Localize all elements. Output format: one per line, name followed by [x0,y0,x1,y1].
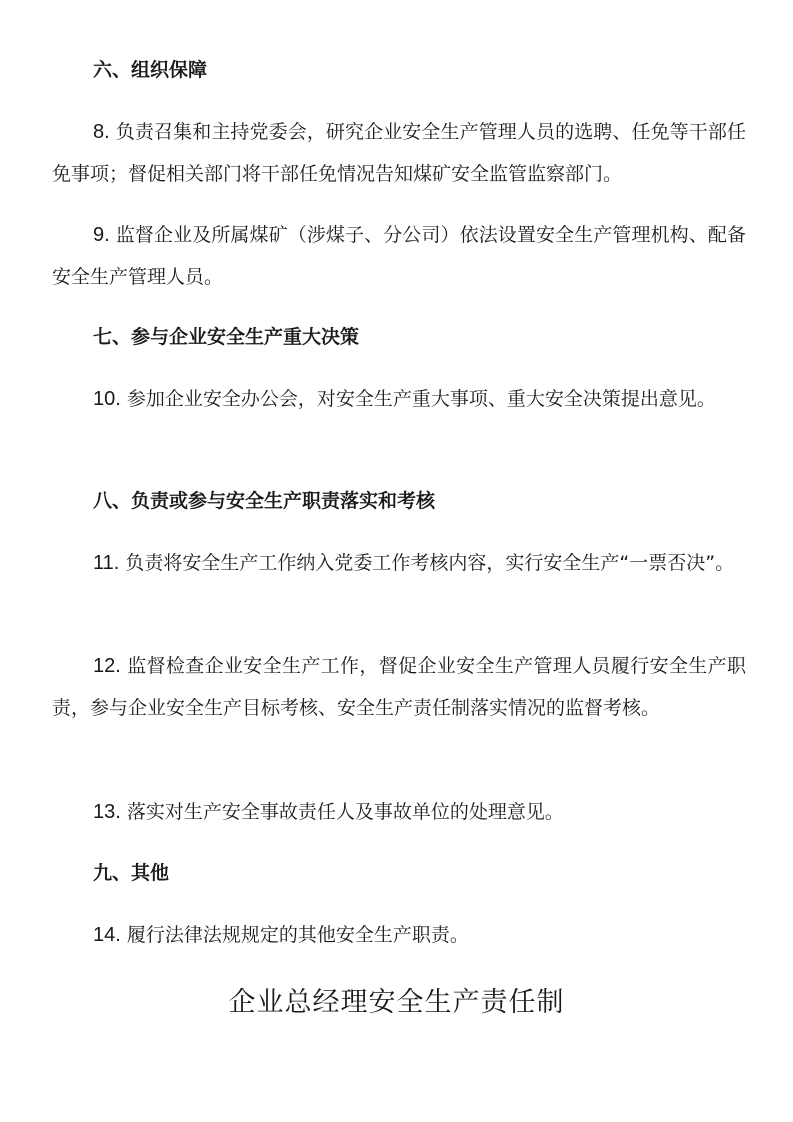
paragraph-item-10 [52,378,746,420]
item-number: 14. [93,924,121,946]
item-text: 负责将安全生产工作纳入党委工作考核内容，实行安全生产“一票否决”。 [125,552,735,574]
section-heading-organization: 六、组织保障 [93,59,208,81]
paragraph-item-12 [52,645,746,729]
paragraph-item-11 [52,542,746,584]
item-number: 11. [93,552,120,574]
next-chapter-title: 企业总经理安全生产责任制 [228,987,565,1018]
section-heading-other: 九、其他 [93,862,170,884]
section-heading-assessment: 八、负责或参与安全生产职责落实和考核 [93,490,436,512]
item-number: 12. [93,655,121,677]
item-number: 8. [93,121,110,143]
item-text: 监督企业及所属煤矿（涉煤子、分公司）依法设置安全生产管理机构、配备安全生产管理人员。 [52,224,746,288]
section-heading-decision: 七、参与企业安全生产重大决策 [93,326,360,348]
item-text: 负责召集和主持党委会，研究企业安全生产管理人员的选聘、任免等干部任免事项；督促相关部门将干部任免情况告知煤矿安全监管监察部门。 [52,121,746,185]
paragraph-item-9 [52,214,746,298]
item-text: 参加企业安全办公会，对安全生产重大事项、重大安全决策提出意见。 [126,388,716,410]
item-number: 13. [93,801,121,823]
item-text: 落实对生产安全事故责任人及事故单位的处理意见。 [126,801,564,823]
item-text: 监督检查企业安全生产工作，督促企业安全生产管理人员履行安全生产职责，参与企业安全生产目标考核、安全生产责任制落实情况的监督考核。 [52,655,746,719]
paragraph-item-8 [52,111,746,195]
item-number: 9. [93,224,110,246]
paragraph-item-13 [52,791,746,833]
item-text: 履行法律法规规定的其他安全生产职责。 [126,924,469,946]
item-number: 10. [93,388,121,410]
paragraph-item-14 [52,914,746,956]
